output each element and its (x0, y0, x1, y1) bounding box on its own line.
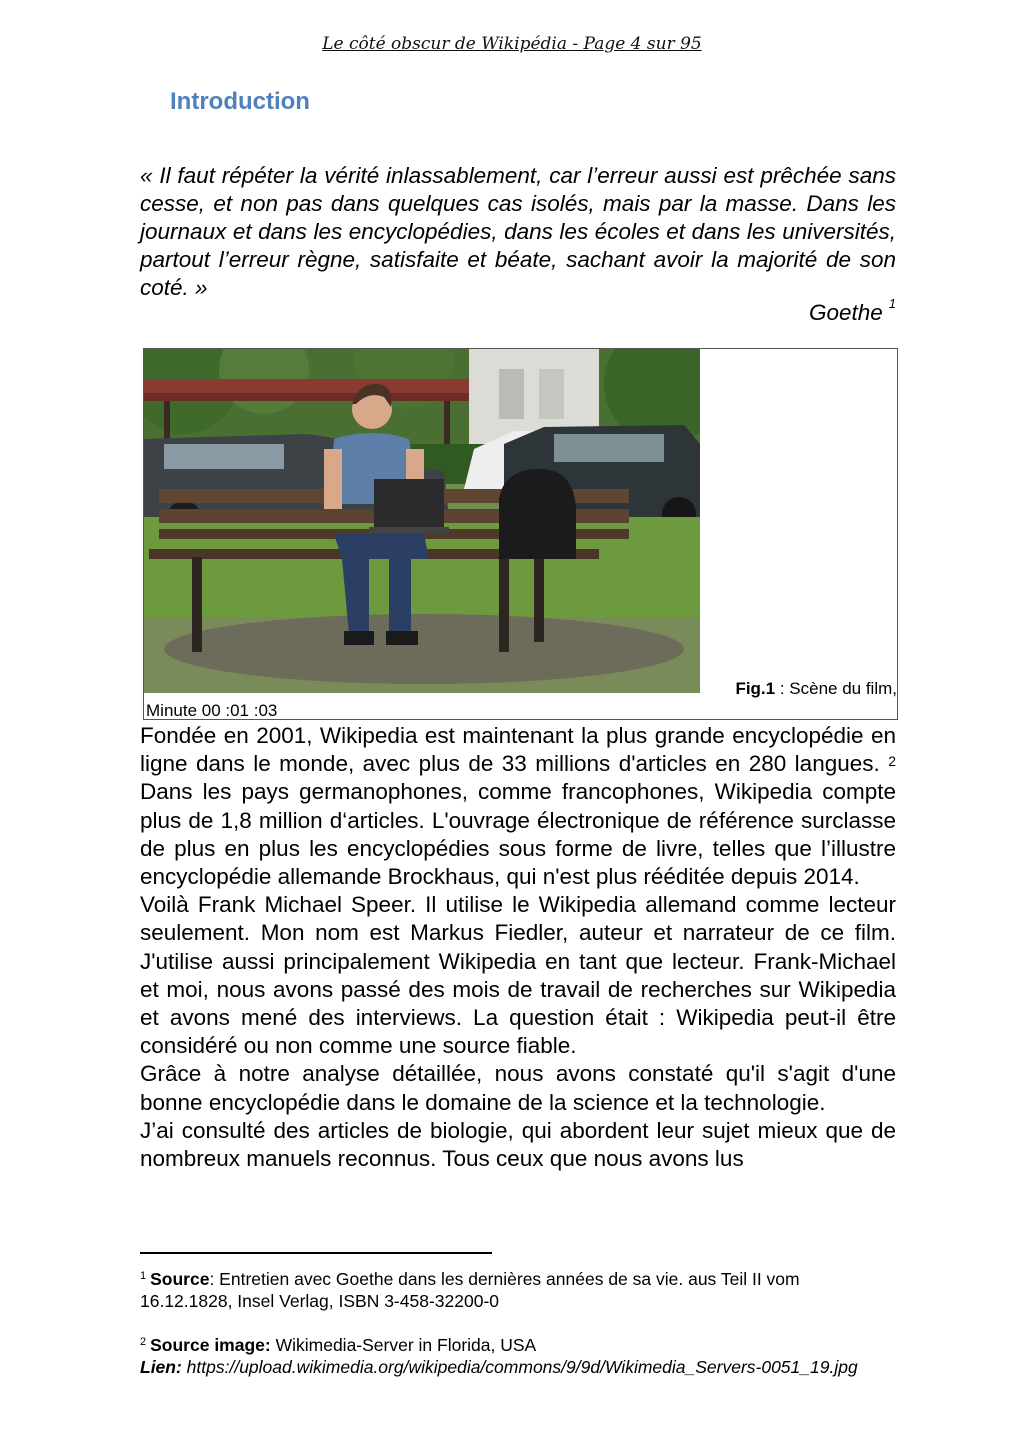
footnote-label: Source (150, 1269, 210, 1289)
paragraph-text: Fondée en 2001, Wikipedia est maintenant la plus grande encyclopédie en ligne dans le monde, avec plus de 33 millions d'articles en 280 langues. (140, 723, 896, 777)
author-name: Goethe (808, 300, 883, 325)
footnote-number: 1 (140, 1270, 147, 1282)
figure-caption-continued: Minute 00 :01 :03 (146, 701, 278, 720)
paragraph: Voilà Frank Michael Speer. Il utilise le Wikipedia allemand comme lecteur seulement. Mon nom est Markus Fiedler, auteur et narrateur de ce film. J'utilise aussi principalement Wikipedia en tant que lecteur. Frank-Michael et moi, nous avons passé des mois de travail de recherches sur Wikipedia et avons mené des interviews. La question était : Wikipedia peut-il être considéré ou non comme une source fiable. (140, 892, 896, 1059)
footnote-text: : Entretien avec Goethe dans les dernières années de sa vie. aus Teil II vom 16.12.1828, Insel Verlag, ISBN 3-458-32200-0 (140, 1269, 800, 1311)
footnote-separator (140, 1252, 492, 1254)
epigraph-quote: « Il faut répéter la vérité inlassablement, car l’erreur aussi est prêchée sans cesse, et non pas dans quelques cas isolés, mais par la masse. Dans les journaux et dans les encyclopédies, dans les écoles et dans les universités, partout l’erreur règne, satisfaite et béate, sachant avoir la majorité de son coté. » (140, 163, 896, 300)
footnote-number: 2 (140, 1336, 147, 1348)
footnote-label: Source image: (150, 1335, 271, 1355)
footnote-2 (140, 1334, 896, 1378)
figure-caption-text: : Scène du film, (775, 679, 897, 698)
film-scene-photo (144, 349, 700, 693)
footnote-link[interactable]: https://upload.wikimedia.org/wikipedia/commons/9/9d/Wikimedia_Servers-0051_19.jpg (181, 1357, 858, 1377)
figure-label: Fig.1 (735, 679, 776, 698)
footnote-ref-1[interactable]: 1 (888, 296, 896, 311)
footnote-text: Wikimedia-Server in Florida, USA (270, 1335, 537, 1355)
section-heading: Introduction (170, 88, 310, 115)
paragraph-text: Dans les pays germanophones, comme francophones, Wikipedia compte plus de 1,8 million d‘articles. L'ouvrage électronique de référence surclasse de plus en plus les encyclopédies sous forme de livre, telles que l’illustre encyclopédie allemande Brockhaus, qui n'est plus rééditée depuis 2014. (140, 779, 896, 890)
body-text (140, 722, 896, 1173)
epigraph-author (808, 296, 896, 326)
paragraph: Grâce à notre analyse détaillée, nous avons constaté qu'il s'agit d'une bonne encyclopédie dans le domaine de la science et la technologie. (140, 1061, 896, 1115)
footnote-link-label: Lien: (140, 1357, 182, 1377)
figure-frame (143, 348, 898, 720)
paragraph (140, 722, 896, 891)
running-header: Le côté obscur de Wikipédia - Page 4 sur 95 (322, 34, 702, 54)
figure-caption (700, 679, 897, 699)
paragraph: J’ai consulté des articles de biologie, qui abordent leur sujet mieux que de nombreux manuels reconnus. Tous ceux que nous avons lus (140, 1117, 896, 1172)
footnote-ref-2[interactable]: 2 (888, 753, 896, 770)
footnote-1 (140, 1268, 896, 1312)
